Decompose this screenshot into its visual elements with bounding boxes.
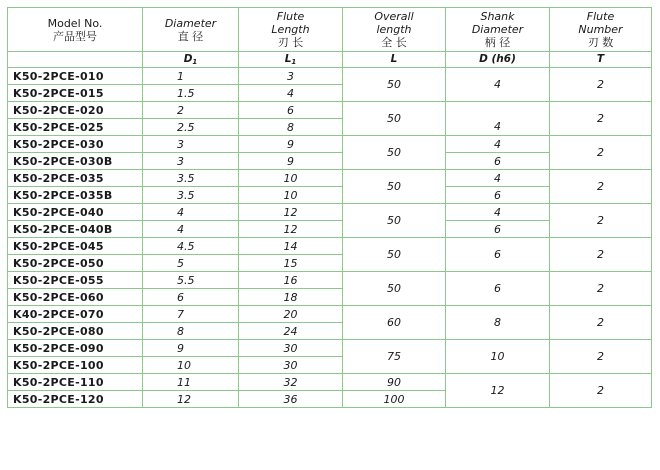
- header-flute-number: Flute Number 刃 数: [550, 8, 652, 52]
- shank-cell: 4: [446, 136, 550, 153]
- overall-length-cell: 50: [343, 170, 446, 204]
- l1-cell: 10: [239, 170, 343, 187]
- overall-length-cell: 50: [343, 102, 446, 136]
- symbol-l: L: [343, 52, 446, 68]
- header-flute-length: Flute Length 刃 长: [239, 8, 343, 52]
- shank-cell: 6: [446, 238, 550, 272]
- model-cell: K50-2PCE-035: [8, 170, 143, 187]
- d1-cell: 1: [143, 68, 239, 85]
- model-cell: K50-2PCE-030B: [8, 153, 143, 170]
- model-cell: K50-2PCE-045: [8, 238, 143, 255]
- table-row: [8, 204, 652, 221]
- shank-cell: 4: [446, 102, 550, 136]
- d1-cell: 9: [143, 340, 239, 357]
- d1-cell: 12: [143, 391, 239, 408]
- d1-cell: 8: [143, 323, 239, 340]
- shank-cell: 6: [446, 272, 550, 306]
- header-diameter: Diameter 直 径: [143, 8, 239, 52]
- l1-cell: 4: [239, 85, 343, 102]
- flute-number-cell: 2: [550, 238, 652, 272]
- d1-cell: 11: [143, 374, 239, 391]
- symbol-d-h6: D (h6): [446, 52, 550, 68]
- d1-cell: 7: [143, 306, 239, 323]
- overall-length-cell: 100: [343, 391, 446, 408]
- l1-cell: 30: [239, 340, 343, 357]
- header-shank-diameter: Shank Diameter 柄 径: [446, 8, 550, 52]
- d1-cell: 3.5: [143, 187, 239, 204]
- d1-cell: 2: [143, 102, 239, 119]
- shank-cell: 4: [446, 68, 550, 102]
- d1-cell: 3: [143, 136, 239, 153]
- shank-cell: 6: [446, 221, 550, 238]
- flute-number-cell: 2: [550, 136, 652, 170]
- header-row: [8, 8, 652, 52]
- shank-cell: 6: [446, 153, 550, 170]
- l1-cell: 16: [239, 272, 343, 289]
- model-cell: K50-2PCE-110: [8, 374, 143, 391]
- table-row: [8, 272, 652, 289]
- l1-cell: 36: [239, 391, 343, 408]
- header-model: Model No. 产品型号: [8, 8, 143, 52]
- shank-cell: 10: [446, 340, 550, 374]
- l1-cell: 8: [239, 119, 343, 136]
- spec-table: [7, 7, 652, 408]
- d1-cell: 3.5: [143, 170, 239, 187]
- table-row: [8, 340, 652, 357]
- l1-cell: 18: [239, 289, 343, 306]
- overall-length-cell: 50: [343, 204, 446, 238]
- symbol-row: [8, 52, 652, 68]
- model-cell: K50-2PCE-080: [8, 323, 143, 340]
- table-row: [8, 68, 652, 85]
- model-cell: K50-2PCE-030: [8, 136, 143, 153]
- table-row: [8, 170, 652, 187]
- table-row: [8, 374, 652, 391]
- header-overall-length: Overall length 全 长: [343, 8, 446, 52]
- d1-cell: 5.5: [143, 272, 239, 289]
- model-cell: K50-2PCE-015: [8, 85, 143, 102]
- overall-length-cell: 60: [343, 306, 446, 340]
- flute-number-cell: 2: [550, 340, 652, 374]
- d1-cell: 4.5: [143, 238, 239, 255]
- overall-length-cell: 50: [343, 272, 446, 306]
- l1-cell: 10: [239, 187, 343, 204]
- l1-cell: 9: [239, 136, 343, 153]
- overall-length-cell: 50: [343, 68, 446, 102]
- l1-cell: 12: [239, 204, 343, 221]
- table-row: [8, 306, 652, 323]
- l1-cell: 30: [239, 357, 343, 374]
- flute-number-cell: 2: [550, 68, 652, 102]
- shank-cell: 4: [446, 170, 550, 187]
- shank-cell: 12: [446, 374, 550, 408]
- symbol-l1: $L_1$: [239, 52, 343, 68]
- l1-cell: 6: [239, 102, 343, 119]
- d1-cell: 4: [143, 221, 239, 238]
- overall-length-cell: 50: [343, 136, 446, 170]
- l1-cell: 14: [239, 238, 343, 255]
- shank-cell: 8: [446, 306, 550, 340]
- overall-length-cell: 50: [343, 238, 446, 272]
- l1-cell: 9: [239, 153, 343, 170]
- shank-cell: 6: [446, 187, 550, 204]
- model-cell: K50-2PCE-060: [8, 289, 143, 306]
- model-cell: K50-2PCE-100: [8, 357, 143, 374]
- d1-cell: 4: [143, 204, 239, 221]
- l1-cell: 24: [239, 323, 343, 340]
- d1-cell: 3: [143, 153, 239, 170]
- model-cell: K40-2PCE-070: [8, 306, 143, 323]
- flute-number-cell: 2: [550, 306, 652, 340]
- d1-cell: 10: [143, 357, 239, 374]
- table-row: [8, 238, 652, 255]
- model-cell: K50-2PCE-090: [8, 340, 143, 357]
- l1-cell: 15: [239, 255, 343, 272]
- table-row: [8, 102, 652, 119]
- model-cell: K50-2PCE-010: [8, 68, 143, 85]
- flute-number-cell: 2: [550, 272, 652, 306]
- d1-cell: 5: [143, 255, 239, 272]
- d1-cell: 2.5: [143, 119, 239, 136]
- model-cell: K50-2PCE-035B: [8, 187, 143, 204]
- model-cell: K50-2PCE-055: [8, 272, 143, 289]
- l1-cell: 32: [239, 374, 343, 391]
- flute-number-cell: 2: [550, 102, 652, 136]
- l1-cell: 12: [239, 221, 343, 238]
- symbol-blank: [8, 52, 143, 68]
- model-cell: K50-2PCE-120: [8, 391, 143, 408]
- d1-cell: 6: [143, 289, 239, 306]
- model-cell: K50-2PCE-050: [8, 255, 143, 272]
- symbol-t: T: [550, 52, 652, 68]
- l1-cell: 20: [239, 306, 343, 323]
- model-cell: K50-2PCE-040: [8, 204, 143, 221]
- flute-number-cell: 2: [550, 204, 652, 238]
- flute-number-cell: 2: [550, 170, 652, 204]
- overall-length-cell: 90: [343, 374, 446, 391]
- model-cell: K50-2PCE-040B: [8, 221, 143, 238]
- symbol-d1: $D_1$: [143, 52, 239, 68]
- shank-cell: 4: [446, 204, 550, 221]
- l1-cell: 3: [239, 68, 343, 85]
- table-row: [8, 136, 652, 153]
- d1-cell: 1.5: [143, 85, 239, 102]
- model-cell: K50-2PCE-020: [8, 102, 143, 119]
- flute-number-cell: 2: [550, 374, 652, 408]
- model-cell: K50-2PCE-025: [8, 119, 143, 136]
- overall-length-cell: 75: [343, 340, 446, 374]
